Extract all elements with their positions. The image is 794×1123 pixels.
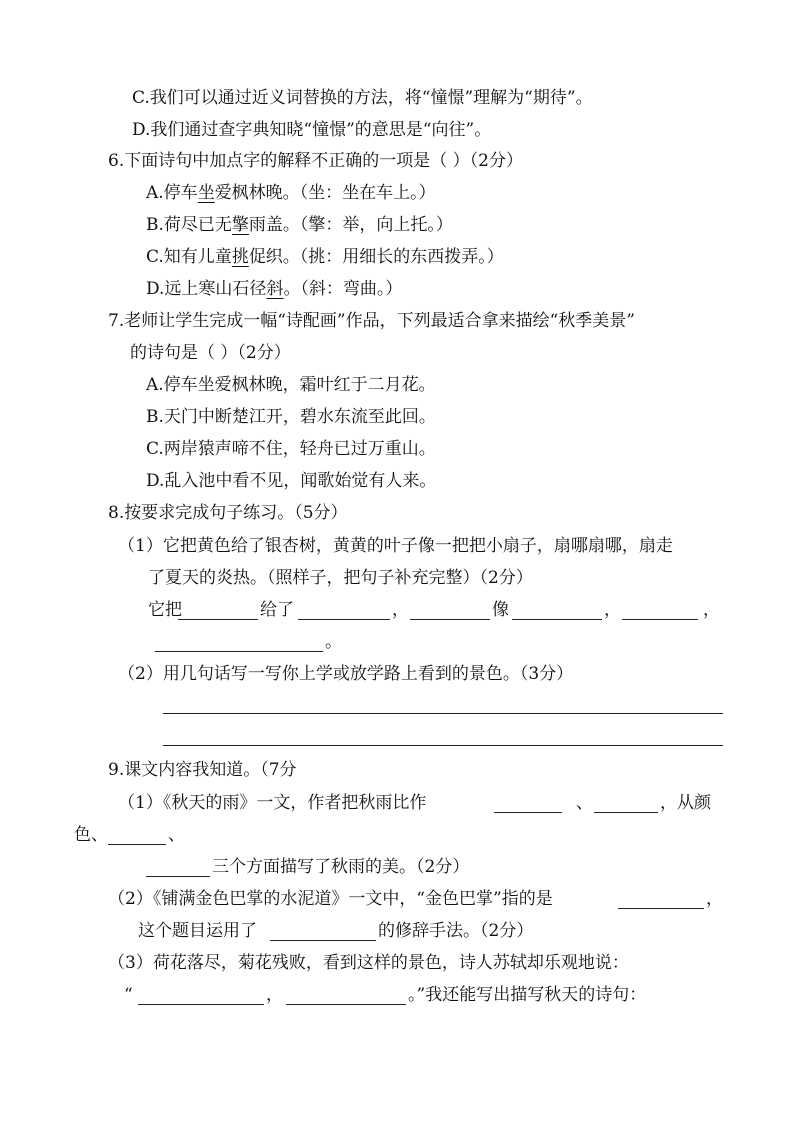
q7-stem-line2: 的诗句是（ ）（2分） [130, 343, 291, 363]
q8-fill-word3: ， [392, 600, 409, 620]
q7-option-c: C.两岸猿声啼不住，轻舟已过万重山。 [146, 439, 436, 459]
q9-stem: 9.课文内容我知道。（7分 [108, 760, 297, 780]
q6-c-pre: C.知有儿童 [146, 247, 232, 267]
q8-fill-word1: 它把 [148, 600, 182, 620]
q9-blank-5[interactable] [618, 908, 704, 909]
q8-blank-5[interactable] [622, 619, 698, 620]
q8-part2: （2）用几句话写一写你上学或放学路上看到的景色。（3分） [118, 664, 574, 684]
q6-a-mark: 坐 [197, 183, 215, 203]
q6-option-a [146, 181, 436, 205]
q6-b-pre: B.荷尽已无 [146, 215, 232, 235]
q6-a-pre: A.停车 [146, 183, 198, 203]
q8-blank-2[interactable] [298, 619, 390, 620]
q6-d-mark: 斜 [266, 279, 284, 299]
q8-blank-4[interactable] [512, 619, 602, 620]
q9-part1-d: 色、 [74, 825, 108, 845]
q6-d-pre: D.远上寒山石径 [146, 279, 267, 299]
q7-stem-line1: 7.老师让学生完成一幅“诗配画”作品，下列最适合拿来描绘“秋季美景” [108, 311, 635, 331]
q5-option-c: C.我们可以通过近义词替换的方法，将“憧憬”理解为“期待”。 [132, 88, 593, 108]
q6-option-d [146, 277, 402, 301]
q8-part1-line2: 了夏天的炎热。（照样子，把句子补充完整）（2分） [148, 568, 533, 588]
q8-part1-line1: （1）它把黄色给了银杏树，黄黄的叶子像一把把小扇子，扇哪扇哪，扇走 [118, 536, 673, 556]
q6-stem: 6.下面诗句中加点字的解释不正确的一项是（ ）（2分） [108, 151, 523, 171]
q8-blank-1[interactable] [178, 619, 258, 620]
q9-part2-c: 这个题目运用了 [138, 921, 257, 941]
q7-option-a: A.停车坐爱枫林晚，霜叶红于二月花。 [146, 375, 436, 395]
q9-blank-1[interactable] [494, 812, 562, 813]
q9-part2-d: 的修辞手法。（2分） [378, 921, 534, 941]
q8-stem: 8.按要求完成句子练习。（5分） [108, 503, 348, 523]
q9-part3-c: ， [266, 985, 283, 1005]
q9-blank-7[interactable] [138, 1004, 264, 1005]
q8-blank-3[interactable] [410, 619, 490, 620]
q8-blank-6[interactable] [155, 651, 323, 652]
q8-answer-line-1[interactable] [163, 713, 723, 714]
q7-option-d: D.乱入池中看不见，闻歌始觉有人来。 [146, 471, 437, 491]
q6-b-mark: 擎 [231, 215, 249, 235]
q6-d-post: 。（斜：弯曲。） [283, 279, 403, 299]
q9-blank-8[interactable] [286, 1004, 406, 1005]
q6-option-c [146, 245, 504, 269]
q8-fill-word6: ， [703, 600, 720, 620]
q9-part2-a: （2）《铺满金色巴掌的水泥道》一文中，“金色巴掌”指的是 [108, 889, 553, 909]
q9-blank-6[interactable] [270, 940, 376, 941]
q8-fill-word4: 像 [492, 600, 509, 620]
q8-answer-line-2[interactable] [163, 745, 723, 746]
q9-part3-a: （3）荷花落尽，菊花残败，看到这样的景色，诗人苏轼却乐观地说： [108, 953, 629, 973]
q6-option-b [146, 213, 453, 237]
q6-a-post: 爱枫林晚。（坐：坐在车上。） [214, 183, 436, 203]
q9-blank-2[interactable] [594, 812, 658, 813]
q6-c-post: 促织。（挑：用细长的东西拨弄。） [248, 247, 504, 267]
q6-b-post: 雨盖。（擎：举，向上托。） [248, 215, 453, 235]
q9-part3-b: “ [124, 985, 133, 1005]
q9-part1-f: 三个方面描写了秋雨的美。（2分） [212, 857, 470, 877]
q6-c-mark: 挑 [231, 247, 249, 267]
q9-part3-d: 。”我还能写出描写秋天的诗句： [408, 985, 647, 1005]
q7-option-b: B.天门中断楚江开，碧水东流至此回。 [146, 407, 436, 427]
q8-fill-word5: ， [604, 600, 621, 620]
q9-part1-b: 、 [576, 793, 593, 813]
q9-blank-3[interactable] [108, 844, 166, 845]
q8-fill-word2: 给了 [260, 600, 294, 620]
q9-part1-e: 、 [168, 825, 185, 845]
q9-blank-4[interactable] [146, 876, 210, 877]
q9-part1-a: （1）《秋天的雨》一文，作者把秋雨比作 [118, 793, 427, 813]
q5-option-d: D.我们通过查字典知晓“憧憬”的意思是“向往”。 [132, 120, 492, 140]
q9-part1-c: ，从颜 [660, 793, 711, 813]
q8-fill-word7: 。 [325, 632, 342, 652]
q9-part2-b: ， [706, 889, 723, 909]
